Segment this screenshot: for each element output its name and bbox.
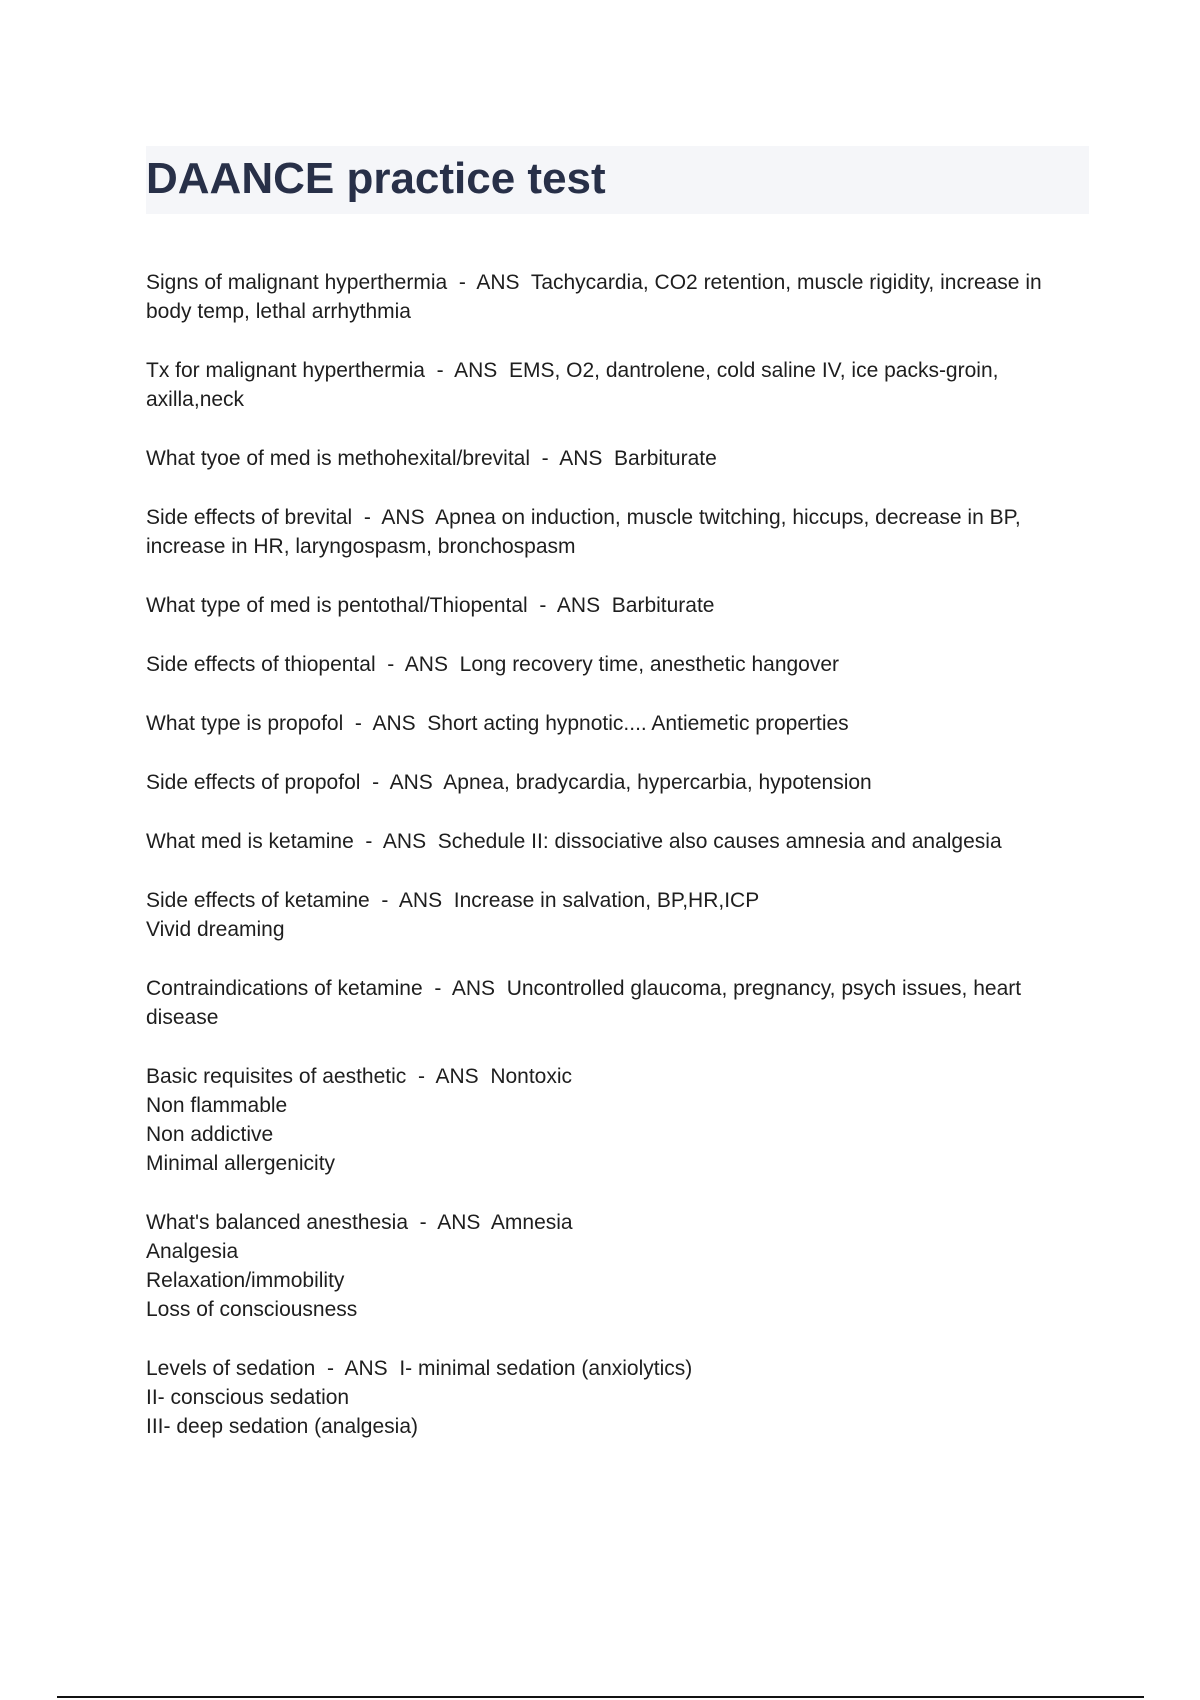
qa-item xyxy=(146,356,1091,414)
qa-item xyxy=(146,444,1091,473)
qa-answer: EMS, O2, dantrolene, cold saline IV, ice packs-groin, axilla,neck xyxy=(146,359,999,411)
qa-answer: Long recovery time, anesthetic hangover xyxy=(459,653,840,676)
qa-separator: - ANS xyxy=(447,271,531,294)
qa-list xyxy=(146,268,1091,1471)
qa-item xyxy=(146,827,1091,856)
qa-answer: Schedule II: dissociative also causes amnesia and analgesia xyxy=(437,830,1002,853)
qa-item xyxy=(146,503,1091,561)
qa-separator: - ANS xyxy=(315,1357,400,1380)
qa-item xyxy=(146,650,1091,679)
qa-separator: - ANS xyxy=(408,1211,491,1234)
qa-question: Contraindications of ketamine xyxy=(146,977,423,1000)
qa-item xyxy=(146,1062,1091,1178)
qa-item xyxy=(146,591,1091,620)
qa-answer: Barbiturate xyxy=(614,447,717,470)
qa-answer: Amnesia Analgesia Relaxation/immobility Loss of consciousness xyxy=(146,1211,573,1321)
qa-question: Side effects of thiopental xyxy=(146,653,376,676)
qa-separator: - ANS xyxy=(375,653,460,676)
qa-question: What's balanced anesthesia xyxy=(146,1211,409,1234)
qa-answer: Uncontrolled glaucoma, pregnancy, psych issues, heart disease xyxy=(146,977,1022,1029)
qa-answer: Apnea on induction, muscle twitching, hiccups, decrease in BP, increase in HR, laryngospasm, bronchospasm xyxy=(146,506,1021,558)
qa-item xyxy=(146,1208,1091,1324)
qa-separator: - ANS xyxy=(360,771,444,794)
qa-separator: - ANS xyxy=(424,359,509,382)
qa-item xyxy=(146,768,1091,797)
qa-question: Side effects of propofol xyxy=(146,771,361,794)
footer-divider xyxy=(57,1696,1144,1698)
qa-separator: - ANS xyxy=(343,712,428,735)
qa-answer: Short acting hypnotic.... Antiemetic properties xyxy=(427,712,849,735)
qa-separator: - ANS xyxy=(406,1065,491,1088)
qa-separator: - ANS xyxy=(353,830,438,853)
qa-answer: Barbiturate xyxy=(611,594,715,617)
qa-question: Levels of sedation xyxy=(146,1357,316,1380)
qa-question: What type of med is pentothal/Thiopental xyxy=(146,594,528,617)
qa-question: What med is ketamine xyxy=(146,830,354,853)
qa-answer: Tachycardia, CO2 retention, muscle rigidity, increase in body temp, lethal arrhythmia xyxy=(146,271,1042,323)
qa-answer: Increase in salvation, BP,HR,ICP Vivid dreaming xyxy=(146,889,760,941)
qa-question: Basic requisites of aesthetic xyxy=(146,1065,407,1088)
qa-question: Tx for malignant hyperthermia xyxy=(146,359,425,382)
qa-separator: - ANS xyxy=(369,889,454,912)
qa-item xyxy=(146,886,1091,944)
qa-item xyxy=(146,1354,1091,1441)
qa-answer: Nontoxic Non flammable Non addictive Minimal allergenicity xyxy=(146,1065,573,1175)
qa-item xyxy=(146,268,1091,326)
qa-answer: Apnea, bradycardia, hypercarbia, hypotension xyxy=(443,771,872,794)
qa-separator: - ANS xyxy=(527,594,612,617)
qa-question: What type is propofol xyxy=(146,712,344,735)
qa-question: Side effects of ketamine xyxy=(146,889,370,912)
qa-question: What tyoe of med is methohexital/brevital xyxy=(146,447,531,470)
qa-separator: - ANS xyxy=(530,447,615,470)
qa-separator: - ANS xyxy=(352,506,436,529)
qa-separator: - ANS xyxy=(422,977,507,1000)
qa-answer: I- minimal sedation (anxiolytics) II- conscious sedation III- deep sedation (analgesia) xyxy=(146,1357,693,1438)
page-title: DAANCE practice test xyxy=(146,154,606,203)
qa-item xyxy=(146,974,1091,1032)
qa-question: Signs of malignant hyperthermia xyxy=(146,271,448,294)
title-banner xyxy=(146,146,1089,214)
qa-question: Side effects of brevital xyxy=(146,506,353,529)
qa-item xyxy=(146,709,1091,738)
